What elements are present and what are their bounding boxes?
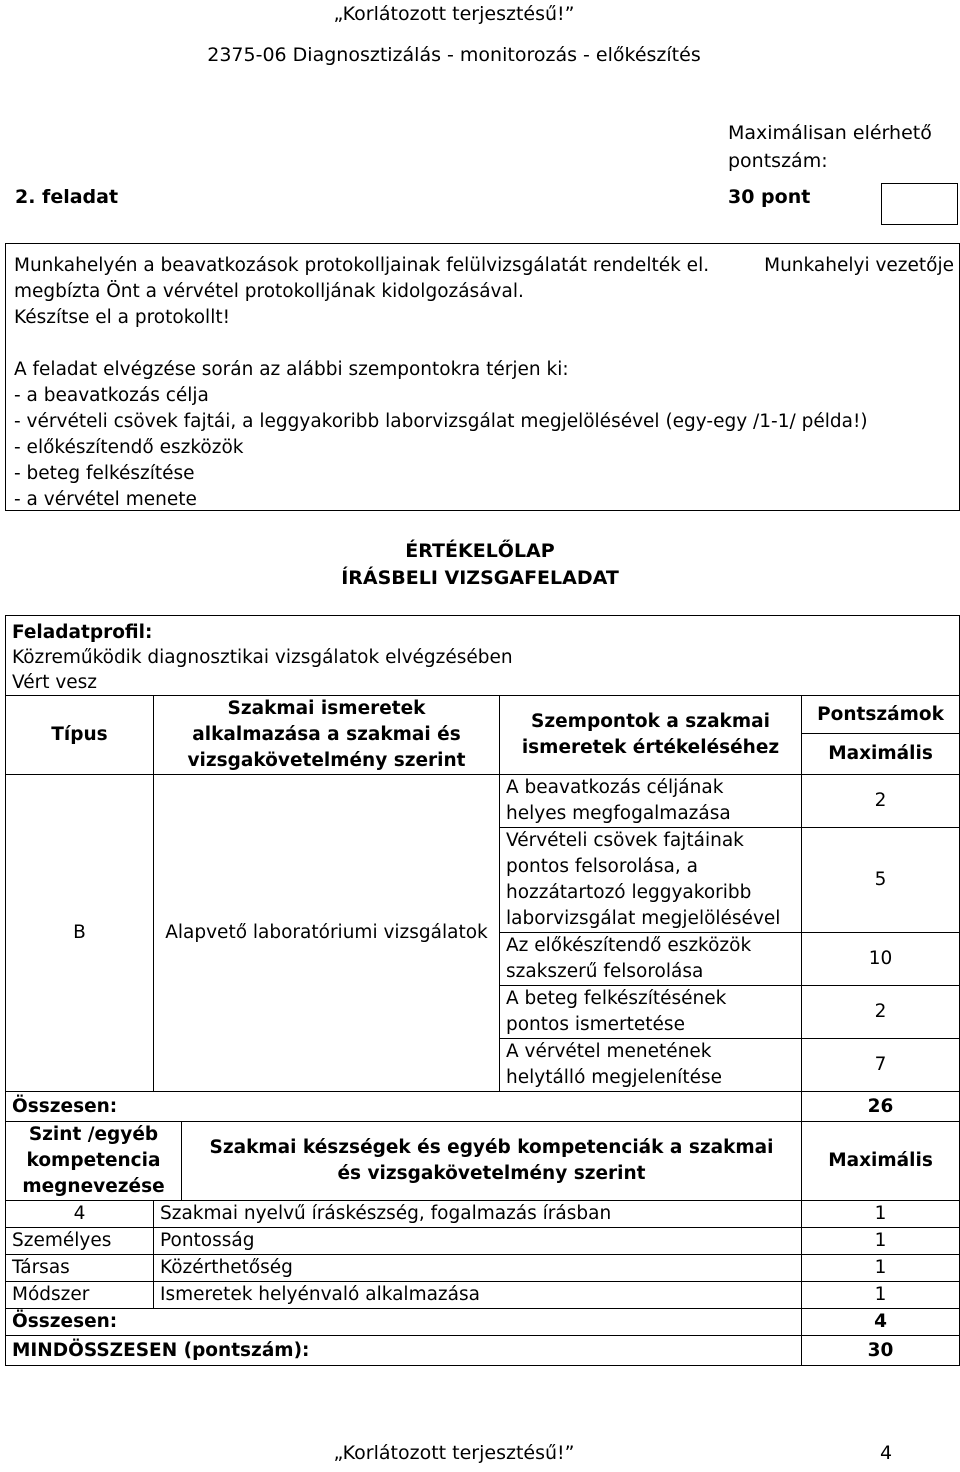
criterion-points: 10 — [802, 933, 960, 986]
criterion-row — [500, 1039, 802, 1092]
grand-total-value: 30 — [802, 1336, 960, 1366]
task-line-2: megbízta Önt a vérvétel protokolljának kidolgozásával. — [14, 281, 524, 302]
score-entry-box[interactable] — [881, 183, 958, 225]
skills-header-max: Maximális — [802, 1122, 960, 1201]
task-line-1-right: Munkahelyi vezetője — [764, 255, 954, 276]
criterion-points: 2 — [802, 986, 960, 1039]
criterion-text: helyes megfogalmazása — [506, 803, 731, 824]
criterion-text: Vérvételi csövek fajtáinak — [506, 830, 744, 851]
column-header-knowledge-line1: Szakmai ismeretek — [227, 698, 426, 719]
task-bullet: - beteg felkészítése — [14, 463, 195, 484]
criterion-points: 7 — [802, 1039, 960, 1092]
criterion-row — [500, 986, 802, 1039]
criterion-text: helytálló megjelenítése — [506, 1067, 722, 1088]
evaluation-sheet-title — [0, 538, 960, 592]
skills-total-value: 4 — [802, 1309, 960, 1336]
criterion-text: Az előkészítendő eszközök — [506, 935, 752, 956]
skills-header-level — [6, 1122, 182, 1201]
task-line-3: Készítse el a protokollt! — [14, 307, 231, 328]
criterion-text: A beteg felkészítésének — [506, 988, 727, 1009]
skill-level: Társas — [6, 1255, 154, 1282]
criterion-text: pontos ismertetése — [506, 1014, 685, 1035]
criterion-text: szakszerű felsorolása — [506, 961, 704, 982]
max-points-label-line2: pontszám: — [728, 150, 828, 172]
evaluation-title-line1: ÉRTÉKELŐLAP — [405, 540, 555, 562]
criterion-points: 2 — [802, 775, 960, 828]
skills-header-level-line2: kompetencia — [26, 1150, 161, 1171]
task-line-1 — [14, 253, 954, 279]
skills-header-level-line1: Szint /egyéb — [28, 1124, 159, 1145]
skill-points: 1 — [802, 1255, 960, 1282]
task-line-1-left: Munkahelyén a beavatkozások protokolljainak felülvizsgálatát rendelték el. — [14, 255, 710, 276]
skill-name: Pontosság — [154, 1228, 802, 1255]
criterion-text: laborvizsgálat megjelölésével — [506, 908, 781, 929]
task-profile-label: Feladatprofil: — [12, 622, 153, 643]
column-header-knowledge-line3: vizsgakövetelmény szerint — [187, 750, 466, 771]
grand-total-label: MINDÖSSZESEN (pontszám): — [6, 1336, 802, 1366]
subtotal-label: Összesen: — [6, 1092, 802, 1122]
max-points-label-line1: Maximálisan elérhető — [728, 122, 932, 144]
evaluation-title-line2: ÍRÁSBELI VIZSGAFELADAT — [341, 567, 619, 589]
task-profile-cell — [6, 616, 960, 696]
column-header-criteria-line2: ismeretek értékeléséhez — [521, 737, 780, 758]
max-points-label — [728, 119, 958, 175]
criterion-text: A vérvétel menetének — [506, 1041, 712, 1062]
criterion-text: pontos felsorolása, a — [506, 856, 698, 877]
skill-level: Személyes — [6, 1228, 154, 1255]
knowledge-value: Alapvető laboratóriumi vizsgálatok — [154, 775, 500, 1092]
criterion-text: hozzátartozó leggyakoribb — [506, 882, 752, 903]
task-label: 2. feladat — [15, 186, 119, 208]
skill-name: Szakmai nyelvű íráskészség, fogalmazás írásban — [154, 1201, 802, 1228]
criterion-points: 5 — [802, 828, 960, 933]
column-header-max-label: Maximális — [828, 742, 933, 764]
task-bullet: - a vérvétel menete — [14, 489, 197, 510]
skills-total-label: Összesen: — [6, 1309, 802, 1336]
skills-header-description — [182, 1122, 802, 1201]
column-header-type: Típus — [6, 696, 154, 775]
column-header-criteria-line1: Szempontok a szakmai — [531, 711, 770, 732]
restricted-distribution-note: „Korlátozott terjesztésű!” — [333, 3, 575, 25]
skill-name: Közérthetőség — [154, 1255, 802, 1282]
criterion-row — [500, 775, 802, 828]
column-header-criteria — [500, 696, 802, 775]
footer-restricted-note: „Korlátozott terjesztésű!” — [333, 1442, 575, 1464]
skills-header-description-line1: Szakmai készségek és egyéb kompetenciák a szakmai — [209, 1137, 774, 1158]
skill-name: Ismeretek helyénvaló alkalmazása — [154, 1282, 802, 1309]
task-bullet: - a beavatkozás célja — [14, 385, 209, 406]
skill-level: Módszer — [6, 1282, 154, 1309]
column-header-knowledge — [154, 696, 500, 775]
criterion-row — [500, 828, 802, 933]
criterion-row — [500, 933, 802, 986]
task-line-4: A feladat elvégzése során az alábbi szempontokra térjen ki: — [14, 359, 569, 380]
task-bullet: - vérvételi csövek fajtái, a leggyakoribb laborvizsgálat megjelölésével (egy-egy /1-1/ példa!) — [14, 411, 868, 432]
skill-level: 4 — [6, 1201, 154, 1228]
column-header-points-label: Pontszámok — [802, 697, 959, 734]
task-description — [14, 253, 954, 513]
column-header-points — [802, 696, 960, 775]
document-title: 2375-06 Diagnosztizálás - monitorozás - előkészítés — [207, 44, 701, 66]
task-profile-line1: Közreműködik diagnosztikai vizsgálatok elvégzésében — [12, 647, 513, 668]
subtotal-value: 26 — [802, 1092, 960, 1122]
column-header-knowledge-line2: alkalmazása a szakmai és — [192, 724, 461, 745]
evaluation-table — [5, 615, 960, 1366]
skills-header-description-line2: és vizsgakövetelmény szerint — [337, 1163, 646, 1184]
skill-points: 1 — [802, 1201, 960, 1228]
task-profile-line2: Vért vesz — [12, 672, 98, 693]
criterion-text: A beavatkozás céljának — [506, 777, 724, 798]
skill-points: 1 — [802, 1228, 960, 1255]
skill-points: 1 — [802, 1282, 960, 1309]
skills-header-level-line3: megnevezése — [22, 1176, 165, 1197]
type-value: B — [6, 775, 154, 1092]
page-number: 4 — [880, 1442, 893, 1464]
task-bullet: - előkészítendő eszközök — [14, 437, 244, 458]
task-points: 30 pont — [728, 186, 811, 208]
